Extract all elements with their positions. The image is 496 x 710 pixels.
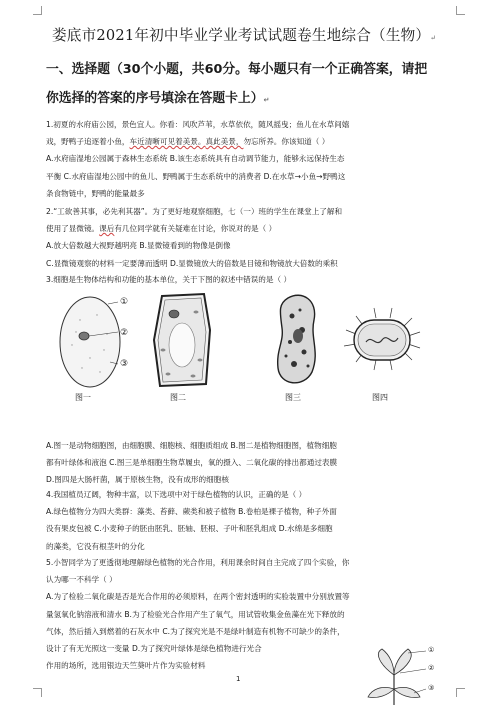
q1-line-1: 1.初夏的水府庙公园，景色宜人。你看：风吹芦苇，水草依依，随风摇曳；鱼儿在水草间嬉 [46, 120, 350, 129]
question-1 [46, 116, 456, 202]
q4-line-2: A.绿色植物分为四大类群：藻类、苔藓、蕨类和被子植物 B.卷柏是裸子植物，种子外面 [46, 507, 337, 517]
q3-stem: 3.细胞是生物体结构和功能的基本单位，关于下图的叙述中错误的是（ ） [46, 275, 292, 284]
fig-label-2: 图二 [170, 393, 186, 402]
crop-mark-top-right [456, 6, 465, 15]
fig1-animal-cell [52, 290, 144, 390]
fig1-callout-1: ① [120, 297, 129, 307]
question-4 [46, 486, 456, 555]
fig2-plant-cell [148, 290, 220, 390]
q4-line-3: 没有果皮包被 C.小麦种子的胚由胚乳、胚轴、胚根、子叶和胚乳组成 D.水绵是多细胞 [46, 524, 333, 534]
q3-option-line-3: D.图四是大肠杆菌，属于原核生物，没有成形的细胞核 [46, 475, 229, 485]
question-3-options [46, 437, 456, 489]
fig4-bacterium [342, 290, 422, 390]
fig5-callout-3: ③ [428, 684, 435, 692]
q5-line-4: 量氢氧化钠溶液和清水 B.为了检验光合作用产生了氧气，用试管收集金鱼藻在光下释放的 [46, 609, 345, 619]
q5-line-5: 气体，然后插入到燃着的石灰水中 C.为了探究光是不是绿叶制造有机物不可缺少的条件， [46, 626, 345, 636]
q3-option-line-2: 都有叶绿体和液泡 C.图三是单细胞生物草履虫，氧的摄入、二氧化碳的排出都通过表膜 [46, 458, 338, 468]
q5-line-3: A.为了检验二氧化碳是否是光合作用的必须原料，在两个密封透明的实验装置中分别放置等 [46, 592, 350, 602]
crop-mark-top-left [33, 6, 42, 15]
q1-line-5: 条食物链中，野鸭的能量最多 [46, 188, 145, 198]
q1-line-4: 平衡 C.水府庙湿地公园中的鱼儿、野鸭属于生态系统中的消费者 D.在水草→小鱼→野鸭这 [46, 171, 346, 181]
q3-option-line-1: A.图一是动物细胞图，由细胞膜、细胞核、细胞质组成 B.图二是植物细胞图，植物细胞 [46, 441, 337, 450]
fig5-callout-2: ② [428, 664, 435, 672]
q2-line-2: 使用了显微镜。课后有几位同学就有关疑难在讨论，你说对的是（ ） [46, 224, 277, 234]
crop-mark-bottom-left [33, 688, 42, 697]
fig-label-1: 图一 [75, 393, 91, 402]
q1-line-2: 戏，野鸭子追逐着小鱼，车近清晰可见着美景。真此美景，勿忘所养。你该知道（ ） [46, 137, 330, 147]
fig3-paramecium [268, 290, 328, 390]
q4-line-1: 4.我国植员辽阔，物种丰富，以下选项中对于绿色植物的认识，正确的是（ ） [46, 490, 307, 499]
section-heading-line2: 你选择的答案的序号填涂在答题卡上）↵ [46, 91, 270, 106]
q5-line-1: 5.小智同学为了更透彻地理解绿色植物的光合作用，利用课余时间自主完成了四个实验，你 [46, 558, 350, 567]
page-number: 1 [236, 675, 241, 683]
q4-line-4: 的藻类，它没有根茎叶的分化 [46, 541, 145, 551]
q2-line-3: A.放大倍数越大视野越明亮 B.显微镜看到的物像是倒像 [46, 241, 231, 251]
q5-line-2: 认为哪一不科学（ ） [46, 575, 117, 585]
fig5-callout-1: ① [428, 646, 435, 654]
fig-label-4: 图四 [372, 393, 388, 402]
question-3 [46, 271, 456, 288]
fig5-plant-leaf [360, 645, 442, 707]
question-2 [46, 203, 456, 272]
q1-line-3: A.水府庙湿地公园属于森林生态系统 B.该生态系统具有自动调节能力，能够永远保持生态 [46, 154, 345, 164]
fig-label-3: 图三 [285, 393, 301, 402]
q5-line-6: 设计了有无光照这一变量 D.为了探究叶绿体是绿色植物进行光合 [46, 644, 262, 654]
page-title: 娄底市2021年初中毕业学业考试试题卷生地综合（生物）↵ [52, 27, 437, 44]
q2-line-4: C.显微镜观察的材料一定要薄而透明 D.显微镜放大的倍数是目镜和物镜放大倍数的乘积 [46, 258, 338, 268]
section-heading-line1: 一、选择题（30个小题，共60分。每小题只有一个正确答案，请把 [46, 62, 428, 77]
q2-line-1: 2.“工欲善其事，必先利其器”。为了更好地观察细胞，七（一）班的学生在课堂上了解和 [46, 207, 343, 216]
crop-mark-bottom-right [456, 688, 465, 697]
fig1-callout-3: ③ [120, 359, 129, 369]
fig1-callout-2: ② [120, 328, 129, 338]
q5-line-7: 作用的场所，选用银边天竺葵叶片作为实验材料 [46, 661, 206, 671]
